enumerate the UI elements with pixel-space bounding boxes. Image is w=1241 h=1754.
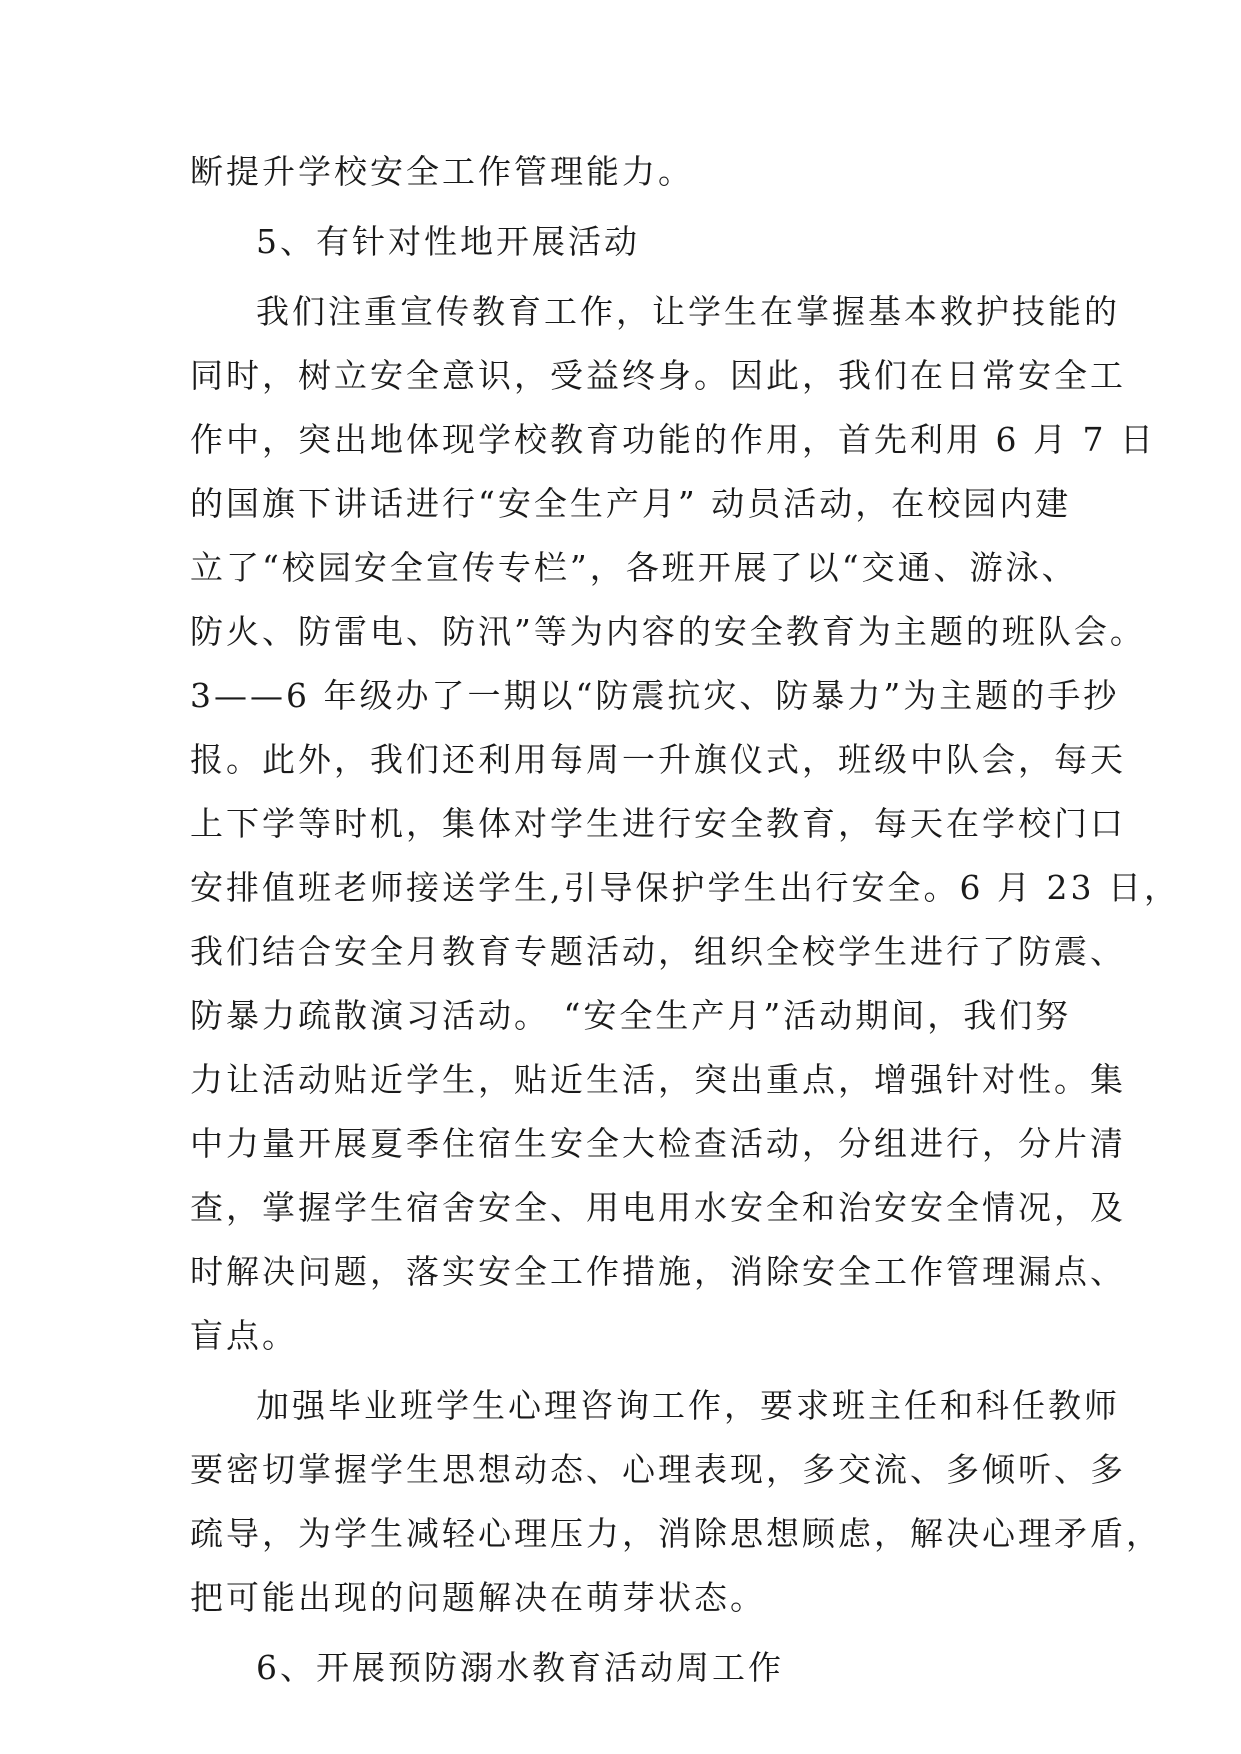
document-body	[190, 140, 1180, 1700]
paragraph-continuation	[190, 140, 1070, 204]
text-line: 的国旗下讲话进行“安全生产月” 动员活动，在校园内建	[190, 484, 1072, 523]
paragraph-psychological-counseling	[190, 1374, 1162, 1630]
text-line: 要密切掌握学生思想动态、心理表现，多交流、多倾听、多	[190, 1450, 1126, 1489]
text-line: 盲点。	[190, 1316, 298, 1355]
text-line: 作中，突出地体现学校教育功能的作用，首先利用 6 月 7 日	[190, 420, 1156, 459]
text-line: 报。此外，我们还利用每周一升旗仪式，班级中队会，每天	[190, 740, 1126, 779]
heading-line: 6、开展预防溺水教育活动周工作	[256, 1648, 784, 1687]
text-line: 时解决问题，落实安全工作措施，消除安全工作管理漏点、	[190, 1252, 1126, 1291]
text-line: 中力量开展夏季住宿生安全大检查活动，分组进行，分片清	[190, 1124, 1126, 1163]
text-line: 断提升学校安全工作管理能力。	[190, 152, 694, 191]
text-line: 上下学等时机，集体对学生进行安全教育，每天在学校门口	[190, 804, 1126, 843]
text-line: 查，掌握学生宿舍安全、用电用水安全和治安安全情况，及	[190, 1188, 1126, 1227]
heading-line: 5、有针对性地开展活动	[256, 222, 640, 261]
text-line: 我们结合安全月教育专题活动，组织全校学生进行了防震、	[190, 932, 1126, 971]
text-line: 加强毕业班学生心理咨询工作，要求班主任和科任教师	[256, 1386, 1120, 1425]
section-heading-6	[190, 1636, 1070, 1700]
paragraph-safety-education	[190, 280, 1180, 1368]
text-line: 力让活动贴近学生，贴近生活，突出重点，增强针对性。集	[190, 1060, 1126, 1099]
text-line: 疏导，为学生减轻心理压力，消除思想顾虑，解决心理矛盾，	[190, 1514, 1162, 1553]
text-line: 安排值班老师接送学生,引导保护学生出行安全。6 月 23 日，	[190, 868, 1180, 907]
text-line: 把可能出现的问题解决在萌芽状态。	[190, 1578, 766, 1617]
text-line: 我们注重宣传教育工作，让学生在掌握基本救护技能的	[256, 292, 1120, 331]
text-line: 3——6 年级办了一期以“防震抗灾、防暴力”为主题的手抄	[190, 676, 1120, 715]
text-line: 防火、防雷电、防汛”等为内容的安全教育为主题的班队会。	[190, 612, 1146, 651]
text-line: 防暴力疏散演习活动。 “安全生产月”活动期间，我们努	[190, 996, 1072, 1035]
section-heading-5	[190, 210, 1070, 274]
text-line: 同时，树立安全意识，受益终身。因此，我们在日常安全工	[190, 356, 1126, 395]
text-line: 立了“校园安全宣传专栏”，各班开展了以“交通、游泳、	[190, 548, 1078, 587]
